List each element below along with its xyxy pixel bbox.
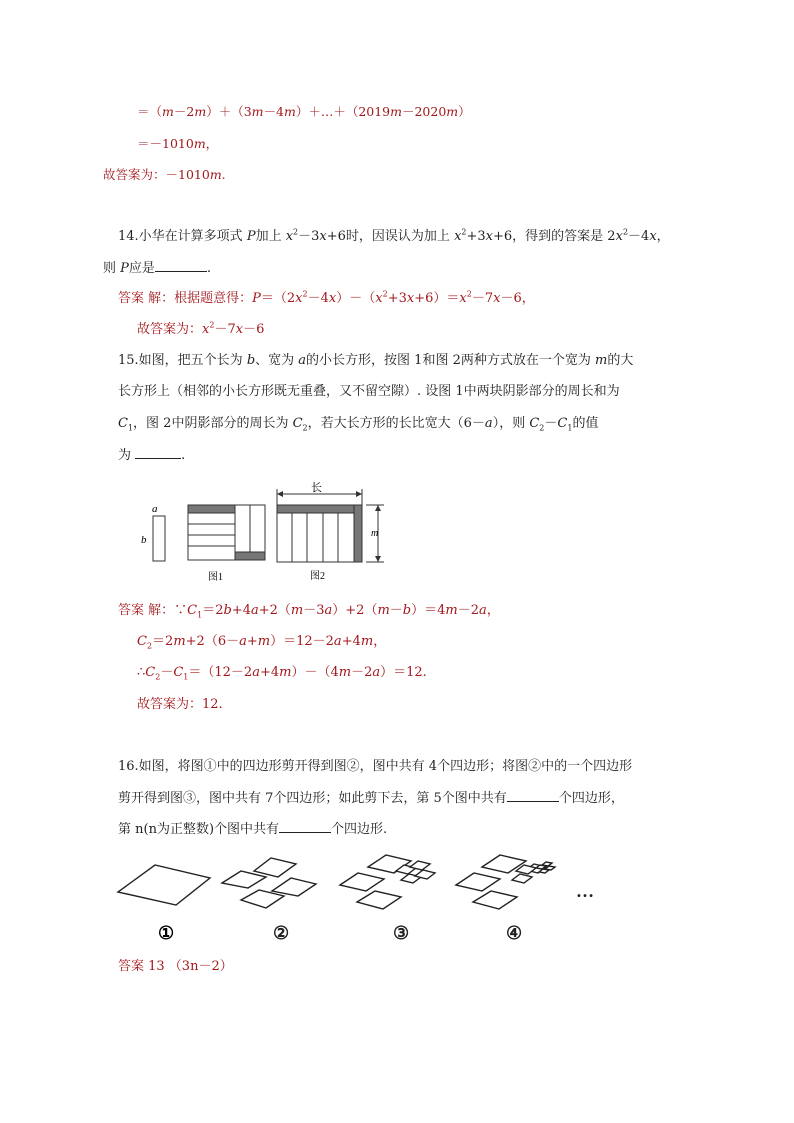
- q15-answer-line2: $C_2=2m+2(6-a+m)=12-2a+4m$，: [137, 634, 387, 651]
- q16-label2: ②: [273, 923, 290, 943]
- q14-answer-line: 答案 解：根据题意得：$P=(2x^2-4x)-(x^2+3x+6)=x^2-7x-6$，: [118, 289, 535, 306]
- q15-stem-line1: 15.如图，把五个长为 b、宽为 a的小长方形，按图 1和图 2两种方式放在一个宽为 m的大: [118, 353, 634, 368]
- q15-figure1: [188, 505, 265, 583]
- q15-answer-blank: [135, 446, 181, 459]
- q15-fig2-shaded-right: [354, 505, 362, 562]
- q15-caption2: 图2: [310, 571, 325, 582]
- q13-solution-line3: 故答案为：－1010m.: [103, 167, 226, 182]
- q16-shape1: [118, 865, 210, 943]
- q15-fig1-shaded-bottom: [235, 552, 265, 560]
- q15-label-m: m: [371, 528, 379, 539]
- q15-fig2-shaded-top: [277, 505, 362, 513]
- q16-stem-line2: 剪开得到图③，图中共有 7个四边形；如此剪下去，第 5个图中共有 个四边形，: [118, 791, 624, 806]
- q15-stem-line2: 长方形上（相邻的小长方形既无重叠，又不留空隙）. 设图 1中两块阴影部分的周长和为: [118, 384, 620, 399]
- q16-ellipsis: …: [576, 881, 594, 901]
- q15-caption1: 图1: [208, 572, 223, 583]
- q13-solution-line2: ＝－1010m，: [137, 136, 219, 151]
- q16-stem-line1: 16.如图，将图①中的四边形剪开得到图②，图中共有 4个四边形；将图②中的一个四边形: [118, 759, 633, 774]
- q15-fig1-shaded-top: [188, 505, 235, 513]
- q16-blank-1: [507, 789, 559, 802]
- q16-label1: ①: [158, 923, 175, 943]
- q16-shape4: [456, 855, 555, 943]
- q16-label4: ④: [506, 923, 523, 943]
- q15-label-a: a: [152, 503, 158, 515]
- q15-figure: [138, 476, 398, 586]
- q15-small-rectangle: [153, 516, 165, 561]
- q14-stem-line1: 14.小华在计算多项式 P加上 $x^2-3x+6$时，因误认为加上 $x^2+3x+6$，得到的答案是 $2x^2-4x$，: [118, 227, 670, 244]
- q15-answer-line3: $\therefore C_2-C_1=(12-2a+4m)-(4m-2a)=12$.: [137, 665, 427, 682]
- q14-answer-blank: [155, 259, 207, 272]
- q15-label-chang: 长: [311, 482, 322, 494]
- q15-stem-line3: $C_1$，图 2中阴影部分的周长为 $C_2$，若大长方形的长比宽大（6－a），则 $C_2-C_1$的值: [118, 416, 599, 433]
- q15-answer-line1: 答案 解：$\because C_1=2b+4a+2(m-3a)+2(m-b)=4m-2a$，: [118, 603, 500, 620]
- q16-shape3: [340, 855, 435, 943]
- q15-stem-line4: 为 .: [118, 448, 186, 463]
- q13-solution-line1: ＝（m－2m）＋（3m－4m）＋…＋（2019m－2020m）: [137, 104, 471, 119]
- q14-answer-final: 故答案为：$x^2-7x-6$: [137, 320, 265, 337]
- q14-stem-line2: 则 P应是 .: [103, 261, 212, 276]
- q15-figure2: [277, 481, 384, 582]
- q15-answer-final: 故答案为：12.: [137, 697, 223, 712]
- q16-label3: ③: [393, 923, 410, 943]
- q16-stem-line3: 第 n(n为正整数)个图中共有 个四边形.: [118, 822, 388, 837]
- q16-answer: 答案 13 （3n－2）: [118, 959, 233, 974]
- q15-label-b: b: [141, 534, 147, 546]
- q16-shape2: [222, 858, 316, 943]
- q16-blank-2: [279, 820, 331, 833]
- q16-figure: [118, 845, 618, 945]
